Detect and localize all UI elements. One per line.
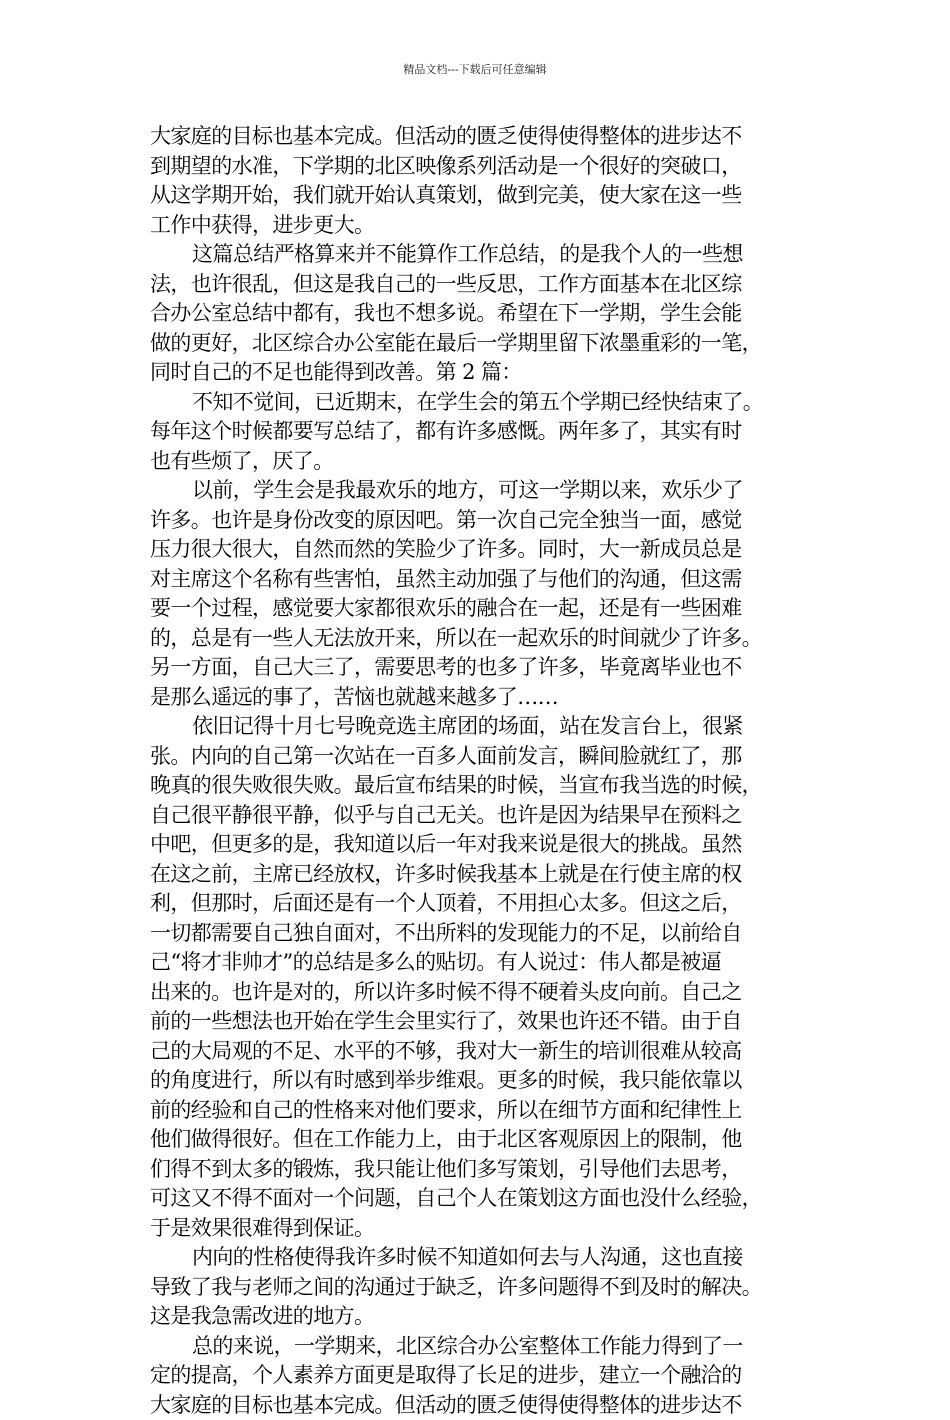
text-line: 们得不到太多的锻炼，我只能让他们多写策划，引导他们去思考， — [150, 1155, 805, 1185]
text-line: 中吧，但更多的是，我知道以后一年对我来说是很大的挑战。虽然 — [150, 830, 805, 860]
text-line: 同时自己的不足也能得到改善。第 2 篇： — [150, 358, 805, 388]
text-line: 工作中获得，进步更大。 — [150, 211, 805, 241]
paragraph-start-line: 依旧记得十月七号晚竞选主席团的场面，站在发言台上，很紧 — [150, 712, 805, 742]
text-line: 对主席这个名称有些害怕，虽然主动加强了与他们的沟通，但这需 — [150, 565, 805, 595]
text-line: 一切都需要自己独自面对，不出所料的发现能力的不足，以前给自 — [150, 919, 805, 949]
page-header: 精品文档---下载后可任意编辑 — [0, 63, 950, 77]
text-line: 于是效果很难得到保证。 — [150, 1214, 805, 1244]
text-line: 张。内向的自己第一次站在一百多人面前发言，瞬间脸就红了，那 — [150, 742, 805, 772]
text-line: 大家庭的目标也基本完成。但活动的匮乏使得使得整体的进步达不 — [150, 122, 805, 152]
text-line: 另一方面，自己大三了，需要思考的也多了许多，毕竟离毕业也不 — [150, 653, 805, 683]
text-line: 定的提高，个人素养方面更是取得了长足的进步，建立一个融洽的 — [150, 1361, 805, 1391]
text-line: 做的更好，北区综合办公室能在最后一学期里留下浓墨重彩的一笔， — [150, 329, 805, 359]
paragraph-start-line: 不知不觉间，已近期末，在学生会的第五个学期已经快结束了。 — [150, 388, 805, 418]
text-line: 晚真的很失败很失败。最后宣布结果的时候，当宣布我当选的时候， — [150, 771, 805, 801]
text-line: 从这学期开始，我们就开始认真策划，做到完美，使大家在这一些 — [150, 181, 805, 211]
text-line: 利，但那时，后面还是有一个人顶着，不用担心太多。但这之后， — [150, 889, 805, 919]
text-line: 是那么遥远的事了，苦恼也就越来越多了…… — [150, 683, 805, 713]
text-line: 前的经验和自己的性格来对他们要求，所以在细节方面和纪律性上 — [150, 1096, 805, 1126]
text-line: 的角度进行，所以有时感到举步维艰。更多的时候，我只能依靠以 — [150, 1066, 805, 1096]
text-line: 导致了我与老师之间的沟通过于缺乏，许多问题得不到及时的解决。 — [150, 1273, 805, 1303]
text-line: 到期望的水准，下学期的北区映像系列活动是一个很好的突破口， — [150, 152, 805, 182]
text-line: 这是我急需改进的地方。 — [150, 1302, 805, 1332]
paragraph-start-line: 以前，学生会是我最欢乐的地方，可这一学期以来，欢乐少了 — [150, 476, 805, 506]
text-line: 自己很平静很平静，似乎与自己无关。也许是因为结果早在预料之 — [150, 801, 805, 831]
text-line: 己“将才非帅才”的总结是多么的贴切。有人说过：伟人都是被逼 — [150, 948, 805, 978]
text-line: 也有些烦了，厌了。 — [150, 447, 805, 477]
text-line: 合办公室总结中都有，我也不想多说。希望在下一学期，学生会能 — [150, 299, 805, 329]
text-line: 许多。也许是身份改变的原因吧。第一次自己完全独当一面，感觉 — [150, 506, 805, 536]
document-body — [150, 122, 805, 1420]
text-line: 可这又不得不面对一个问题，自己个人在策划这方面也没什么经验， — [150, 1184, 805, 1214]
paragraph-start-line: 这篇总结严格算来并不能算作工作总结，的是我个人的一些想 — [150, 240, 805, 270]
paragraph-start-line: 内向的性格使得我许多时候不知道如何去与人沟通，这也直接 — [150, 1243, 805, 1273]
paragraph-start-line: 总的来说，一学期来，北区综合办公室整体工作能力得到了一 — [150, 1332, 805, 1362]
text-line: 前的一些想法也开始在学生会里实行了，效果也许还不错。由于自 — [150, 1007, 805, 1037]
text-line: 压力很大很大，自然而然的笑脸少了许多。同时，大一新成员总是 — [150, 535, 805, 565]
text-line: 每年这个时候都要写总结了，都有许多感慨。两年多了，其实有时 — [150, 417, 805, 447]
text-line: 他们做得很好。但在工作能力上，由于北区客观原因上的限制，他 — [150, 1125, 805, 1155]
text-line: 在这之前，主席已经放权，许多时候我基本上就是在行使主席的权 — [150, 860, 805, 890]
text-line: 法，也许很乱，但这是我自己的一些反思，工作方面基本在北区综 — [150, 270, 805, 300]
text-line: 的，总是有一些人无法放开来，所以在一起欢乐的时间就少了许多。 — [150, 624, 805, 654]
text-line: 己的大局观的不足、水平的不够，我对大一新生的培训很难从较高 — [150, 1037, 805, 1067]
text-line: 要一个过程，感觉要大家都很欢乐的融合在一起，还是有一些困难 — [150, 594, 805, 624]
text-line: 大家庭的目标也基本完成。但活动的匮乏使得使得整体的进步达不 — [150, 1391, 805, 1420]
text-line: 出来的。也许是对的，所以许多时候不得不硬着头皮向前。自己之 — [150, 978, 805, 1008]
